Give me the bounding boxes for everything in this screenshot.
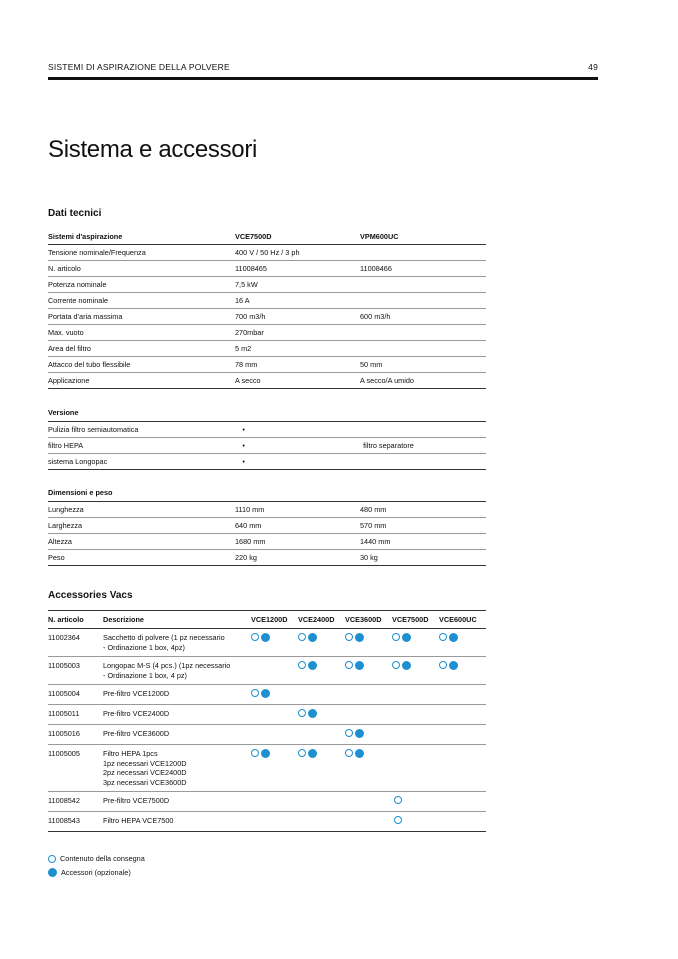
optional-dot-icon bbox=[308, 709, 317, 718]
accessory-row bbox=[48, 745, 486, 792]
included-ring-icon bbox=[251, 749, 259, 757]
table-cell: 11008466 bbox=[360, 261, 486, 277]
table-row bbox=[48, 454, 486, 470]
description-lines bbox=[103, 705, 251, 719]
description-cell bbox=[103, 629, 251, 657]
table-cell: N. articolo bbox=[48, 261, 235, 277]
compat-cell bbox=[392, 792, 439, 812]
table-row bbox=[48, 422, 486, 438]
description-line: Filtro HEPA VCE7500 bbox=[103, 816, 174, 825]
accessory-row bbox=[48, 629, 486, 657]
table-cell: • bbox=[230, 438, 363, 454]
compat-cell bbox=[251, 657, 298, 685]
compat-cell bbox=[392, 725, 439, 745]
compat-cell bbox=[439, 745, 486, 792]
description-line: 1pz necessari VCE1200D bbox=[103, 758, 187, 768]
compat-cell bbox=[298, 745, 345, 792]
table-cell: 1110 mm bbox=[235, 502, 360, 518]
description-cell bbox=[103, 812, 251, 832]
compat-cell bbox=[251, 812, 298, 832]
accessories-head-cell: Descrizione bbox=[103, 611, 251, 629]
optional-dot-icon bbox=[355, 749, 364, 758]
description-line: - Ordinazione 1 box, 4pz) bbox=[103, 642, 185, 652]
compat-cell bbox=[345, 725, 392, 745]
optional-dot-icon bbox=[308, 661, 317, 670]
head-cell: VCE7500D bbox=[235, 229, 360, 245]
optional-dot-icon bbox=[308, 633, 317, 642]
optional-dot-icon bbox=[355, 633, 364, 642]
compat-marks bbox=[298, 705, 317, 718]
compat-cell bbox=[392, 812, 439, 832]
compat-cell bbox=[345, 705, 392, 725]
table-cell bbox=[360, 277, 486, 293]
compat-cell bbox=[251, 725, 298, 745]
table-row bbox=[48, 534, 486, 550]
description-lines bbox=[103, 745, 251, 787]
table-row bbox=[48, 309, 486, 325]
compat-cell bbox=[345, 792, 392, 812]
included-ring-icon bbox=[394, 796, 402, 804]
accessories-head-cell: VCE7500D bbox=[392, 611, 439, 629]
included-ring-icon bbox=[298, 749, 306, 757]
accessories-table bbox=[48, 610, 486, 832]
table-cell: 480 mm bbox=[360, 502, 486, 518]
included-ring-icon bbox=[345, 633, 353, 641]
accessory-row bbox=[48, 725, 486, 745]
description-lines bbox=[103, 629, 251, 652]
table-cell: Peso bbox=[48, 550, 235, 566]
table-row bbox=[48, 261, 486, 277]
table-cell: Tensione nominale/Frequenza bbox=[48, 245, 235, 261]
table-cell: A secco/A umido bbox=[360, 373, 486, 389]
compat-marks bbox=[298, 657, 317, 670]
article-number: 11005011 bbox=[48, 709, 80, 718]
compat-cell bbox=[251, 792, 298, 812]
compat-cell bbox=[439, 725, 486, 745]
table-cell: Attacco del tubo flessibile bbox=[48, 357, 235, 373]
compat-cell bbox=[392, 657, 439, 685]
article-cell bbox=[48, 629, 103, 657]
compat-cell bbox=[298, 657, 345, 685]
table-cell: 78 mm bbox=[235, 357, 360, 373]
table-cell bbox=[360, 293, 486, 309]
article-cell bbox=[48, 685, 103, 705]
accessories-head-cell: VCE2400D bbox=[298, 611, 345, 629]
table-row bbox=[48, 438, 486, 454]
article-cell bbox=[48, 657, 103, 685]
specs-title: Dati tecnici bbox=[48, 208, 102, 219]
table-cell: 50 mm bbox=[360, 357, 486, 373]
header-rule bbox=[48, 77, 598, 80]
table-cell: Pulizia filtro semiautomatica bbox=[48, 422, 230, 438]
table-cell: Portata d'aria massima bbox=[48, 309, 235, 325]
compat-cell bbox=[251, 705, 298, 725]
running-header bbox=[48, 62, 598, 76]
article-number: 11005005 bbox=[48, 749, 80, 758]
page-title: Sistema e accessori bbox=[48, 136, 258, 163]
table-cell bbox=[360, 245, 486, 261]
table-cell: 400 V / 50 Hz / 3 ph bbox=[235, 245, 360, 261]
table-cell: Max. vuoto bbox=[48, 325, 235, 341]
table-row bbox=[48, 325, 486, 341]
description-line: Sacchetto di polvere (1 pz necessario bbox=[103, 633, 225, 642]
compat-marks bbox=[251, 745, 270, 758]
article-number: 11008543 bbox=[48, 816, 80, 825]
dimensions-title: Dimensioni e peso bbox=[48, 488, 113, 497]
table-cell bbox=[363, 422, 486, 438]
table-cell: • bbox=[230, 422, 363, 438]
description-lines bbox=[103, 792, 251, 806]
table-cell: 11008465 bbox=[235, 261, 360, 277]
description-line: Filtro HEPA 1pcs bbox=[103, 749, 158, 758]
compat-marks bbox=[251, 685, 270, 698]
included-ring-icon bbox=[345, 749, 353, 757]
table-row bbox=[48, 357, 486, 373]
accessories-head-row bbox=[48, 611, 486, 629]
accessory-row bbox=[48, 685, 486, 705]
article-cell bbox=[48, 725, 103, 745]
included-ring-icon bbox=[345, 661, 353, 669]
legend-included bbox=[48, 854, 145, 863]
table-cell: Larghezza bbox=[48, 518, 235, 534]
compat-marks bbox=[439, 629, 458, 642]
table-row bbox=[48, 550, 486, 566]
table-cell: 700 m3/h bbox=[235, 309, 360, 325]
compat-cell bbox=[345, 812, 392, 832]
optional-dot-icon bbox=[402, 633, 411, 642]
table-row bbox=[48, 341, 486, 357]
table-cell: 270mbar bbox=[235, 325, 360, 341]
article-cell bbox=[48, 705, 103, 725]
table-cell: 1680 mm bbox=[235, 534, 360, 550]
accessories-head-cell: VCE600UC bbox=[439, 611, 486, 629]
accessories-head-cell: VCE3600D bbox=[345, 611, 392, 629]
table-cell: 570 mm bbox=[360, 518, 486, 534]
table-cell: • bbox=[230, 454, 363, 470]
compat-cell bbox=[345, 745, 392, 792]
compat-marks bbox=[345, 725, 364, 738]
description-line: Pre-filtro VCE1200D bbox=[103, 689, 170, 698]
compat-cell bbox=[392, 705, 439, 725]
description-line: 3pz necessari VCE3600D bbox=[103, 777, 187, 787]
table-row bbox=[48, 373, 486, 389]
table-row bbox=[48, 502, 486, 518]
compat-marks bbox=[392, 812, 402, 824]
included-ring-icon bbox=[394, 816, 402, 824]
compat-cell bbox=[439, 657, 486, 685]
table-cell: 5 m2 bbox=[235, 341, 360, 357]
table-cell bbox=[360, 325, 486, 341]
description-line: 2pz necessari VCE2400D bbox=[103, 768, 187, 777]
compat-cell bbox=[345, 685, 392, 705]
compat-cell bbox=[298, 792, 345, 812]
article-number: 11008542 bbox=[48, 796, 80, 805]
description-lines bbox=[103, 657, 251, 680]
compat-marks bbox=[392, 792, 402, 804]
included-ring-icon bbox=[439, 661, 447, 669]
included-ring-icon bbox=[251, 633, 259, 641]
compat-cell bbox=[298, 725, 345, 745]
description-cell bbox=[103, 657, 251, 685]
compat-cell bbox=[392, 629, 439, 657]
table-row bbox=[48, 245, 486, 261]
optional-dot-icon bbox=[261, 749, 270, 758]
description-lines bbox=[103, 725, 251, 739]
legend-included-label: Contenuto della consegna bbox=[60, 854, 145, 863]
description-line: Pre-filtro VCE7500D bbox=[103, 796, 170, 805]
table-row bbox=[48, 518, 486, 534]
description-cell bbox=[103, 725, 251, 745]
compat-cell bbox=[439, 792, 486, 812]
compat-marks bbox=[345, 629, 364, 642]
compat-cell bbox=[298, 629, 345, 657]
section-label: SISTEMI DI ASPIRAZIONE DELLA POLVERE bbox=[48, 62, 230, 72]
description-line: Pre-filtro VCE3600D bbox=[103, 729, 170, 738]
optional-dot-icon bbox=[261, 689, 270, 698]
included-ring-icon bbox=[48, 855, 56, 863]
compat-cell bbox=[251, 745, 298, 792]
description-cell bbox=[103, 745, 251, 792]
compat-cell bbox=[392, 745, 439, 792]
table-cell: A secco bbox=[235, 373, 360, 389]
legend-optional-label: Accessori (opzionale) bbox=[61, 868, 131, 877]
specs-table bbox=[48, 229, 486, 389]
table-cell: filtro separatore bbox=[363, 438, 486, 454]
optional-dot-icon bbox=[355, 729, 364, 738]
description-line: Pre-filtro VCE2400D bbox=[103, 709, 170, 718]
article-number: 11002364 bbox=[48, 633, 80, 642]
compat-cell bbox=[439, 685, 486, 705]
compat-cell bbox=[439, 629, 486, 657]
optional-dot-icon bbox=[308, 749, 317, 758]
table-row bbox=[48, 293, 486, 309]
table-cell: 16 A bbox=[235, 293, 360, 309]
compat-cell bbox=[392, 685, 439, 705]
table-cell: filtro HEPA bbox=[48, 438, 230, 454]
article-cell bbox=[48, 745, 103, 792]
optional-dot-icon bbox=[261, 633, 270, 642]
table-row bbox=[48, 277, 486, 293]
table-cell bbox=[363, 454, 486, 470]
compat-cell bbox=[298, 812, 345, 832]
table-cell: 640 mm bbox=[235, 518, 360, 534]
compat-cell bbox=[345, 629, 392, 657]
optional-dot-icon bbox=[449, 633, 458, 642]
included-ring-icon bbox=[439, 633, 447, 641]
accessories-title: Accessories Vacs bbox=[48, 590, 133, 601]
article-number: 11005003 bbox=[48, 661, 80, 670]
optional-dot-icon bbox=[355, 661, 364, 670]
description-cell bbox=[103, 792, 251, 812]
compat-marks bbox=[251, 629, 270, 642]
compat-marks bbox=[345, 745, 364, 758]
compat-marks bbox=[439, 657, 458, 670]
table-cell: 220 kg bbox=[235, 550, 360, 566]
description-line: - Ordinazione 1 box, 4 pz) bbox=[103, 670, 187, 680]
version-title: Versione bbox=[48, 408, 79, 417]
table-cell: Lunghezza bbox=[48, 502, 235, 518]
legend-optional bbox=[48, 868, 131, 877]
compat-cell bbox=[439, 812, 486, 832]
description-lines bbox=[103, 812, 251, 826]
included-ring-icon bbox=[298, 661, 306, 669]
accessories-head-cell: N. articolo bbox=[48, 611, 103, 629]
accessories-head-cell: VCE1200D bbox=[251, 611, 298, 629]
included-ring-icon bbox=[392, 661, 400, 669]
table-cell bbox=[360, 341, 486, 357]
head-cell: Sistemi d'aspirazione bbox=[48, 229, 235, 245]
table-cell: 600 m3/h bbox=[360, 309, 486, 325]
table-cell: Area del filtro bbox=[48, 341, 235, 357]
included-ring-icon bbox=[251, 689, 259, 697]
table-cell: Applicazione bbox=[48, 373, 235, 389]
description-lines bbox=[103, 685, 251, 699]
compat-cell bbox=[345, 657, 392, 685]
article-cell bbox=[48, 792, 103, 812]
compat-marks bbox=[345, 657, 364, 670]
table-cell: sistema Longopac bbox=[48, 454, 230, 470]
included-ring-icon bbox=[392, 633, 400, 641]
compat-cell bbox=[251, 629, 298, 657]
included-ring-icon bbox=[345, 729, 353, 737]
accessory-row bbox=[48, 657, 486, 685]
optional-dot-icon bbox=[402, 661, 411, 670]
compat-cell bbox=[298, 705, 345, 725]
table-cell: Potenza nominale bbox=[48, 277, 235, 293]
table-cell: 30 kg bbox=[360, 550, 486, 566]
table-head-row bbox=[48, 229, 486, 245]
description-line: Longopac M-S (4 pcs.) (1pz necessario bbox=[103, 661, 231, 670]
compat-marks bbox=[392, 657, 411, 670]
article-cell bbox=[48, 812, 103, 832]
table-cell: Altezza bbox=[48, 534, 235, 550]
optional-dot-icon bbox=[449, 661, 458, 670]
version-table bbox=[48, 421, 486, 470]
accessory-row bbox=[48, 812, 486, 832]
compat-cell bbox=[298, 685, 345, 705]
compat-cell bbox=[439, 705, 486, 725]
optional-dot-icon bbox=[48, 868, 57, 877]
article-number: 11005016 bbox=[48, 729, 80, 738]
accessory-row bbox=[48, 792, 486, 812]
head-cell: VPM600UC bbox=[360, 229, 486, 245]
compat-cell bbox=[251, 685, 298, 705]
included-ring-icon bbox=[298, 709, 306, 717]
included-ring-icon bbox=[298, 633, 306, 641]
compat-marks bbox=[298, 745, 317, 758]
dimensions-table bbox=[48, 501, 486, 566]
article-number: 11005004 bbox=[48, 689, 80, 698]
table-cell: Corrente nominale bbox=[48, 293, 235, 309]
page-number: 49 bbox=[588, 62, 598, 72]
table-cell: 7,5 kW bbox=[235, 277, 360, 293]
description-cell bbox=[103, 705, 251, 725]
accessory-row bbox=[48, 705, 486, 725]
compat-marks bbox=[298, 629, 317, 642]
compat-marks bbox=[392, 629, 411, 642]
table-cell: 1440 mm bbox=[360, 534, 486, 550]
description-cell bbox=[103, 685, 251, 705]
